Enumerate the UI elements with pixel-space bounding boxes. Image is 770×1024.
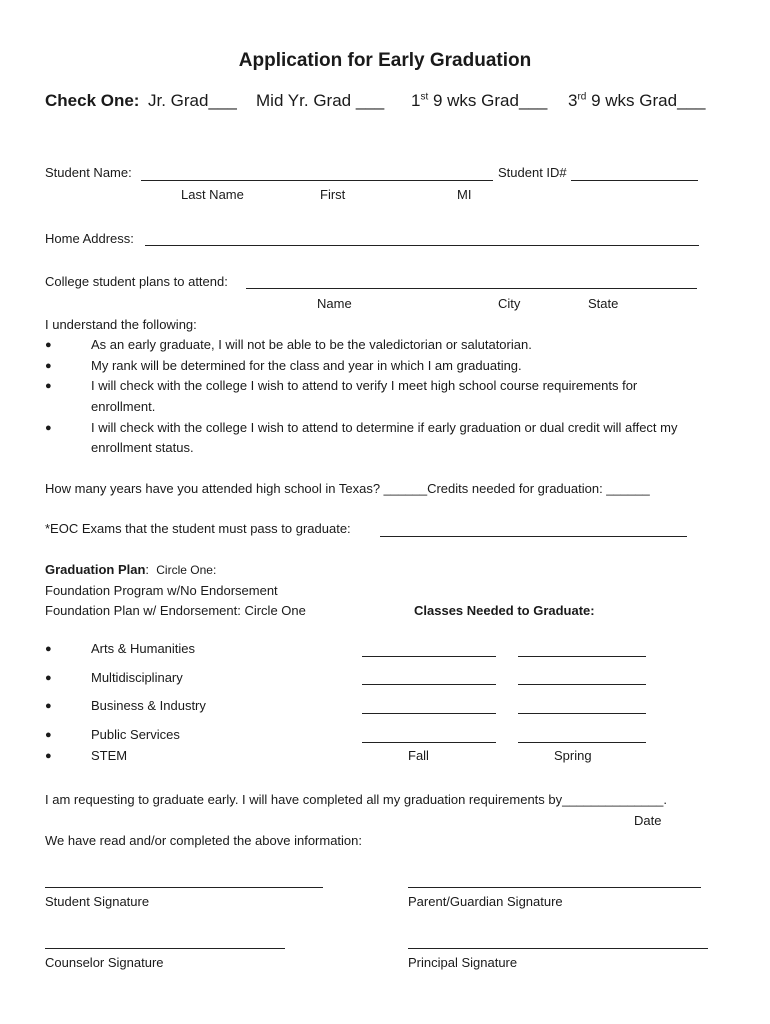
bullet-icon: ● — [45, 339, 52, 351]
bullet-icon: ● — [45, 729, 52, 741]
college-field[interactable] — [246, 288, 697, 289]
college-city-sublabel: City — [498, 296, 521, 311]
principal-signature-field[interactable] — [408, 948, 708, 949]
spring-class-field-4[interactable] — [518, 742, 646, 743]
bullet-icon: ● — [45, 672, 52, 684]
page-title: Application for Early Graduation — [238, 50, 532, 71]
fall-class-field-2[interactable] — [362, 684, 496, 685]
parent-signature-field[interactable] — [408, 887, 701, 888]
college-state-sublabel: State — [588, 296, 619, 311]
plan-option-no-endorsement[interactable]: Foundation Program w/No Endorsement — [45, 583, 278, 598]
eoc-field[interactable] — [380, 536, 687, 537]
bullet-icon: ● — [45, 422, 52, 434]
option-jr-grad[interactable]: Jr. Grad___ — [148, 91, 237, 110]
years-credits-question[interactable]: How many years have you attended high school in Texas? ______Credits needed for graduation: ______ — [45, 481, 650, 496]
spring-class-field-1[interactable] — [518, 656, 646, 657]
mi-sublabel: MI — [457, 187, 472, 202]
option-3rd-9wks-grad[interactable]: 3rd 9 wks Grad___ — [568, 91, 706, 110]
spring-class-field-3[interactable] — [518, 713, 646, 714]
endorsement-multidisciplinary[interactable]: Multidisciplinary — [91, 670, 183, 685]
fall-class-field-3[interactable] — [362, 713, 496, 714]
counselor-signature-label: Counselor Signature — [45, 955, 164, 970]
principal-signature-label: Principal Signature — [408, 955, 518, 970]
endorsement-arts-humanities[interactable]: Arts & Humanities — [91, 641, 196, 656]
student-name-field[interactable] — [141, 180, 493, 181]
read-statement: We have read and/or completed the above information: — [45, 833, 363, 848]
date-sublabel: Date — [634, 813, 662, 828]
understand-item-4-cont: enrollment status. — [91, 440, 194, 455]
last-name-sublabel: Last Name — [181, 187, 244, 202]
option-mid-yr-grad[interactable]: Mid Yr. Grad ___ — [256, 91, 385, 110]
endorsement-stem[interactable]: STEM — [91, 748, 128, 763]
home-address-field[interactable] — [145, 245, 699, 246]
college-name-sublabel: Name — [317, 296, 352, 311]
plan-option-endorsement[interactable]: Foundation Plan w/ Endorsement: Circle One — [45, 603, 306, 618]
understand-item-2: My rank will be determined for the class and year in which I am graduating. — [91, 358, 522, 373]
bullet-icon: ● — [45, 380, 52, 392]
understand-item-3-cont: enrollment. — [91, 399, 156, 414]
endorsement-public-services[interactable]: Public Services — [91, 727, 180, 742]
fall-class-field-4[interactable] — [362, 742, 496, 743]
classes-needed-header: Classes Needed to Graduate: — [414, 603, 595, 618]
understand-item-4: I will check with the college I wish to attend to determine if early graduation or dual credit will affect my — [91, 420, 678, 435]
graduation-plan-heading: Graduation Plan: Circle One: — [45, 562, 217, 577]
eoc-label: *EOC Exams that the student must pass to graduate: — [45, 521, 351, 536]
home-address-label: Home Address: — [45, 231, 134, 246]
fall-label: Fall — [408, 748, 429, 763]
counselor-signature-field[interactable] — [45, 948, 285, 949]
student-id-field[interactable] — [571, 180, 698, 181]
spring-label: Spring — [554, 748, 592, 763]
fall-class-field-1[interactable] — [362, 656, 496, 657]
student-name-label: Student Name: — [45, 165, 132, 180]
student-signature-field[interactable] — [45, 887, 323, 888]
bullet-icon: ● — [45, 643, 52, 655]
parent-signature-label: Parent/Guardian Signature — [408, 894, 563, 909]
college-label: College student plans to attend: — [45, 274, 228, 289]
student-id-label: Student ID# — [498, 165, 567, 180]
endorsement-business-industry[interactable]: Business & Industry — [91, 698, 206, 713]
bullet-icon: ● — [45, 700, 52, 712]
first-name-sublabel: First — [320, 187, 346, 202]
understand-item-1: As an early graduate, I will not be able to be the valedictorian or salutatorian. — [91, 337, 532, 352]
spring-class-field-2[interactable] — [518, 684, 646, 685]
understand-item-3: I will check with the college I wish to attend to verify I meet high school course requirements for — [91, 378, 638, 393]
bullet-icon: ● — [45, 360, 52, 372]
student-signature-label: Student Signature — [45, 894, 150, 909]
request-statement[interactable]: I am requesting to graduate early. I will have completed all my graduation requirements by______________. — [45, 792, 667, 807]
check-one-label: Check One: — [45, 91, 140, 110]
bullet-icon: ● — [45, 750, 52, 762]
understand-intro: I understand the following: — [45, 317, 197, 332]
option-1st-9wks-grad[interactable]: 1st 9 wks Grad___ — [411, 91, 548, 110]
